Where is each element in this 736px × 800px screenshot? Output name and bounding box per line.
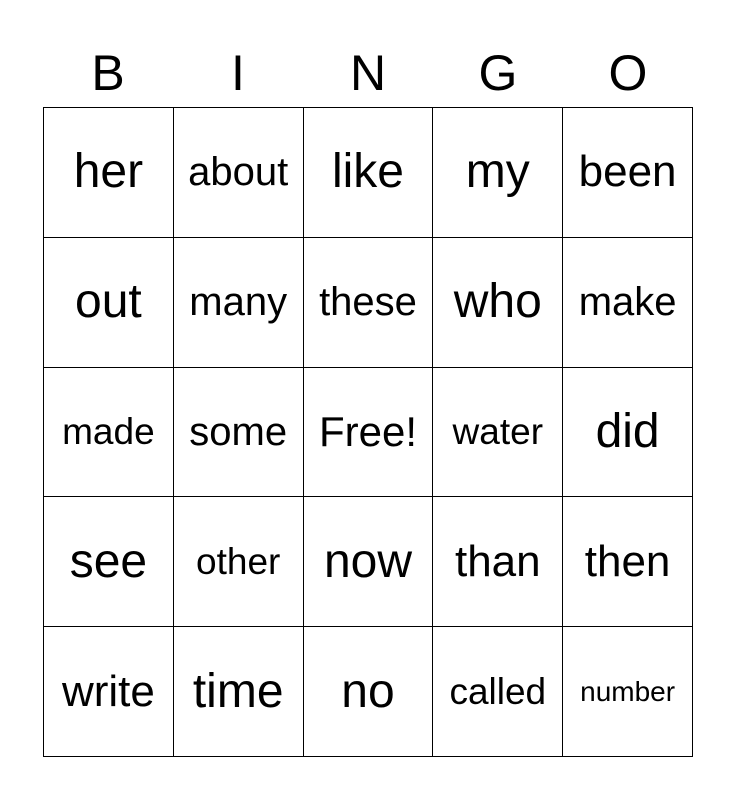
- bingo-cell: about: [174, 108, 304, 238]
- bingo-cell: called: [433, 627, 563, 757]
- bingo-cell: other: [174, 497, 304, 627]
- bingo-cell: number: [563, 627, 693, 757]
- header-letter-i: I: [231, 45, 245, 101]
- header-letter-n: N: [349, 45, 387, 101]
- bingo-cell: write: [44, 627, 174, 757]
- free-space-cell: Free!: [304, 368, 434, 498]
- bingo-cell: made: [44, 368, 174, 498]
- bingo-cell: some: [174, 368, 304, 498]
- bingo-cell: out: [44, 238, 174, 368]
- header-letter-o: O: [608, 45, 648, 101]
- bingo-grid: [43, 107, 693, 757]
- bingo-cell: my: [433, 108, 563, 238]
- bingo-cell: make: [563, 238, 693, 368]
- bingo-header: [43, 42, 693, 104]
- bingo-cell: did: [563, 368, 693, 498]
- bingo-cell: many: [174, 238, 304, 368]
- bingo-cell: water: [433, 368, 563, 498]
- bingo-cell: like: [304, 108, 434, 238]
- bingo-cell: now: [304, 497, 434, 627]
- header-letter-b: B: [91, 45, 125, 101]
- bingo-cell: been: [563, 108, 693, 238]
- bingo-cell: her: [44, 108, 174, 238]
- bingo-cell: see: [44, 497, 174, 627]
- bingo-cell: than: [433, 497, 563, 627]
- bingo-cell: then: [563, 497, 693, 627]
- bingo-cell: these: [304, 238, 434, 368]
- bingo-cell: no: [304, 627, 434, 757]
- bingo-cell: time: [174, 627, 304, 757]
- bingo-cell: who: [433, 238, 563, 368]
- header-letter-g: G: [478, 45, 518, 101]
